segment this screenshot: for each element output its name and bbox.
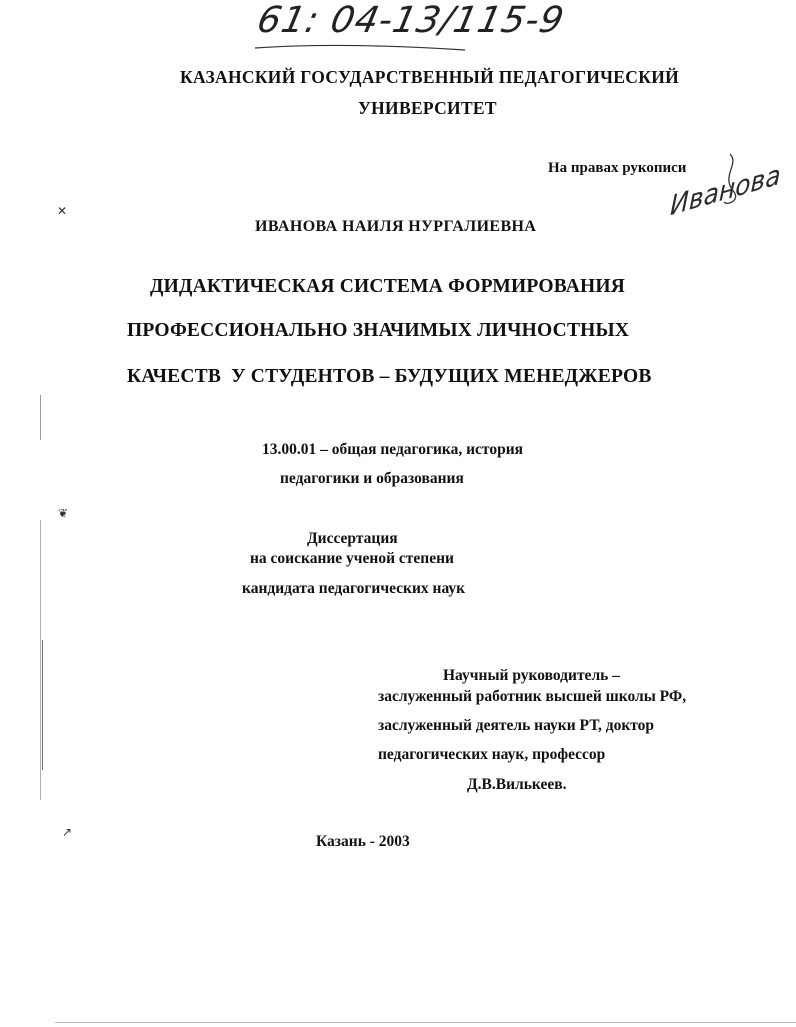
specialty-line1: 13.00.01 – общая педагогика, история [262,441,524,458]
author-name: ИВАНОВА НАИЛЯ НУРГАЛИЕВНА [255,218,537,235]
supervisor-title-line2: заслуженный деятель науки РТ, доктор [378,717,655,734]
supervisor-label: Научный руководитель – [443,667,620,684]
supervisor-name: Д.В.Вилькеев. [467,776,567,793]
dissertation-title-line2: ПРОФЕССИОНАЛЬНО ЗНАЧИМЫХ ЛИЧНОСТНЫХ [127,320,630,341]
scan-mark: ✕ [57,204,68,218]
signature-flourish [716,150,746,210]
degree-field-line: кандидата педагогических наук [242,580,466,597]
dissertation-label: Диссертация [307,530,398,547]
university-name-line2: УНИВЕРСИТЕТ [358,98,497,118]
supervisor-title-line3: педагогических наук, профессор [378,746,606,763]
city-year: Казань - 2003 [316,833,410,850]
archive-code-underline [250,40,470,54]
specialty-line2: педагогики и образования [280,470,464,487]
archive-code-handwritten: 61: 04-13/115-9 [253,0,569,41]
scan-bottom-line [55,1022,796,1023]
signature: Иванова [669,159,782,223]
scan-edge-line [40,520,41,800]
university-name-line1: КАЗАНСКИЙ ГОСУДАРСТВЕННЫЙ ПЕДАГОГИЧЕСКИЙ [180,67,680,87]
scan-edge-line [42,640,43,770]
degree-line: на соискание ученой степени [250,550,454,567]
scan-edge-line [40,395,41,440]
dissertation-title-line1: ДИДАКТИЧЕСКАЯ СИСТЕМА ФОРМИРОВАНИЯ [150,276,625,297]
supervisor-title-line1: заслуженный работник высшей школы РФ, [378,688,687,705]
scan-mark: ↗ [62,825,73,839]
dissertation-title-line3: КАЧЕСТВ У СТУДЕНТОВ – БУДУЩИХ МЕНЕДЖЕРОВ [127,366,652,387]
manuscript-note: На правах рукописи [548,160,687,176]
scan-mark: ❦ [58,506,69,520]
